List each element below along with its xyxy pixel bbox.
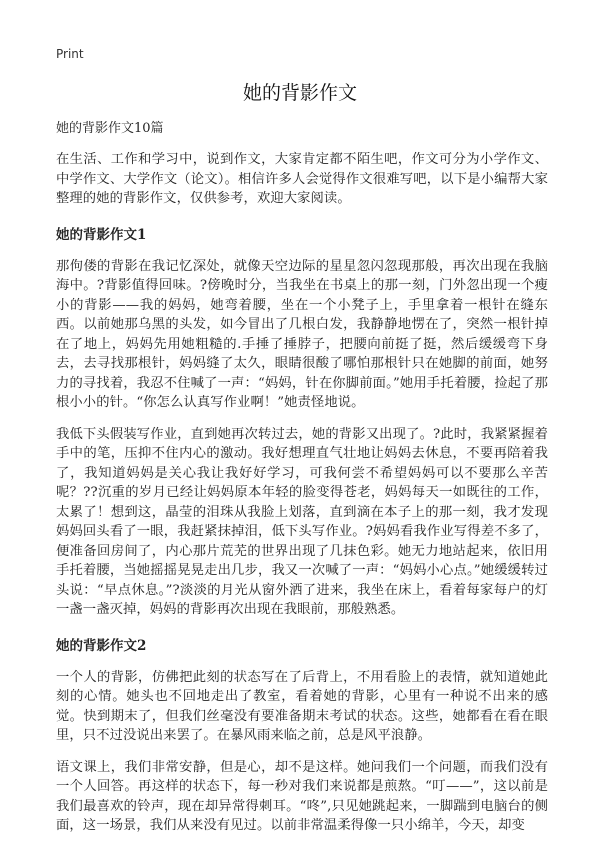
print-link[interactable]: Print	[56, 47, 84, 61]
section-heading-2: 她的背影作文2	[56, 637, 147, 654]
article-subtitle: 她的背影作文10篇	[56, 121, 164, 136]
section-heading-1: 她的背影作文1	[56, 226, 147, 243]
page-title: 她的背影作文	[242, 82, 357, 104]
section-2-paragraph-1: 一个人的背影，仿佛把此刻的状态写在了后背上，不用看脸上的表情，就知道她此刻的心情。她头也不回地走出了教室，看着她的背影，心里有一种说不出来的感觉。快到期末了，但我们丝毫没有要准备期末考试的状态。这些，她都看在看在眼里，只不过没说出来罢了。在暴风雨来临之前，总是风平浪静。	[56, 669, 548, 743]
section-1-paragraph-1: 那佝偻的背影在我记忆深处，就像天空边际的星星忽闪忽现那般，再次出现在我脑海中。?背影值得回味。?傍晚时分，当我坐在书桌上的那一刻，门外忽出现一个瘦小的背影——我的妈妈，她弯着腰，坐在一个小凳子上，手里拿着一根针在缝东西。以前她那乌黑的头发，如今冒出了几根白发，我静静地愣在了，突然一根针掉在了地上，妈妈先用她粗糙的.手捶了捶脖子，把腰向前挺了挺，然后缓缓弯下身去，去寻找那根针，妈妈缝了太久，眼睛很酸了哪怕那根针只在她脚的前面，她努力的寻找着，我忍不住喊了一声：“妈妈，针在你脚前面。”她用手托着腰，捡起了那根小小的针。“你怎么认真写作业啊！”她责怪地说。	[56, 258, 548, 410]
section-2-paragraph-2: 语文课上，我们非常安静，但是心，却不是这样。她问我们一个问题，而我们没有一个人回答。再这样的状态下，每一秒对我们来说都是煎熬。“叮——”，这以前是我们最喜欢的铃声，现在却异常得刺耳。“咚”,只见她跳起来，一脚踹到电脑台的侧面，这一场景，我们从来没有见过。以前非常温柔得像一只小绵羊，今天，却变	[56, 759, 548, 833]
article-body	[56, 119, 548, 848]
intro-paragraph: 在生活、工作和学习中，说到作文，大家肯定都不陌生吧，作文可分为小学作文、中学作文、大学作文（论文）。相信许多人会觉得作文很难写吧，以下是小编帮大家整理的她的背影作文，仅供参考，欢迎大家阅读。	[56, 152, 548, 206]
section-1-paragraph-2: 我低下头假装写作业，直到她再次转过去，她的背影又出现了。?此时，我紧紧握着手中的笔，压抑不住内心的激动。我好想理直气壮地让妈妈去休息，不要再陪着我了，我知道妈妈是关心我让我好好学习，可我何尝不希望妈妈可以不要那么辛苦呢？??沉重的岁月已经让妈妈原本年轻的脸变得苍老，妈妈每天一如既往的工作，太累了！想到这，晶莹的泪珠从我脸上划落，直到滴在本子上的那一刻，我才发现妈妈回头看了一眼，我赶紧抹掉泪，低下头写作业。?妈妈看我作业写得差不多了，便准备回房间了，内心那片荒芜的世界出现了几抹色彩。她无力地站起来，依旧用手托着腰，当她摇摇晃晃走出几步，我又一次喊了一声：“妈妈小心点。”她缓缓转过头说：“早点休息。”?淡淡的月光从窗外洒了进来，我坐在床上，看着每家每户的灯一盏一盏灭掉，妈妈的背影再次出现在我眼前，那般熟悉。	[56, 426, 548, 617]
